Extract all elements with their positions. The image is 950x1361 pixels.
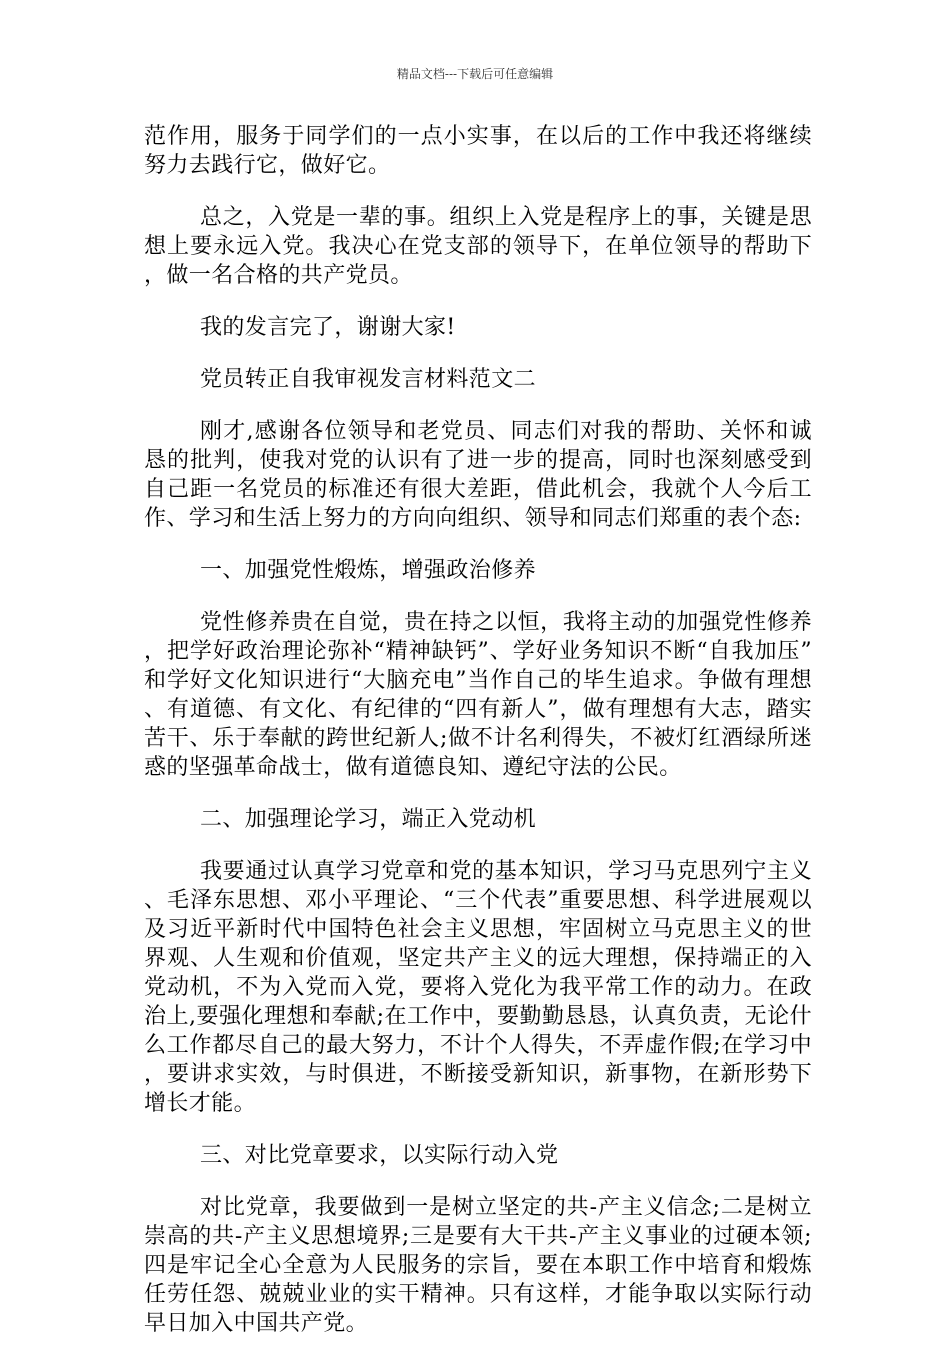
section-heading: 三、对比党章要求，以实际行动入党 bbox=[200, 1143, 559, 1168]
page-header: 精品文档---下载后可任意编辑 bbox=[396, 67, 554, 81]
paragraph: 范作用，服务于同学们的一点小实事，在以后的工作中我还将继续努力去践行它，做好它。 bbox=[144, 124, 812, 178]
section-heading: 一、加强党性煅炼，增强政治修养 bbox=[200, 558, 537, 583]
document-body bbox=[144, 122, 812, 1361]
paragraph: 党性修养贵在自觉，贵在持之以恒，我将主动的加强党性修养，把学好政治理论弥补“精神缺钙”、学好业务知识不断“自我加压”和学好文化知识进行“大脑充电”当作自己的毕生追求。争做有理想、有道德、有文化、有纪律的“四有新人”，做有理想有大志，踏实苦干、乐于奉献的跨世纪新人;做不计名利得失，不被灯红酒绿所迷惑的坚强革命战士，做有道德良知、遵纪守法的公民。 bbox=[144, 610, 812, 780]
paragraph: 对比党章，我要做到一是树立坚定的共-产主义信念;二是树立崇高的共-产主义思想境界;三是要有大干共-产主义事业的过硬本领;四是牢记全心全意为人民服务的宗旨，要在本职工作中培育和煅炼任劳任怨、兢兢业业的实干精神。只有这样，才能争取以实际行动早日加入中国共产党。 bbox=[144, 1195, 812, 1336]
paragraph: 刚才,感谢各位领导和老党员、同志们对我的帮助、关怀和诚恳的批判，使我对党的认识有了进一步的提高，同时也深刻感受到自己距一名党员的标准还有很大差距，借此机会，我就个人今后工作、学习和生活上努力的方向向组织、领导和同志们郑重的表个态: bbox=[144, 419, 812, 531]
paragraph: 总之，入党是一辈的事。组织上入党是程序上的事，关键是思想上要永远入党。我决心在党支部的领导下，在单位领导的帮助下，做一名合格的共产党员。 bbox=[144, 205, 812, 288]
paragraph: 我的发言完了，谢谢大家! bbox=[200, 315, 456, 340]
section-heading: 二、加强理论学习，端正入党动机 bbox=[200, 807, 537, 832]
paragraph: 我要通过认真学习党章和党的基本知识，学习马克思列宁主义、毛泽东思想、邓小平理论、“三个代表”重要思想、科学进展观以及习近平新时代中国特色社会主义思想，牢固树立马克思主义的世界观、人生观和价值观，坚定共产主义的远大理想，保持端正的入党动机，不为入党而入党，要将入党化为我平常工作的动力。在政治上,要强化理想和奉献;在工作中，要勤勤恳恳，认真负责，无论什么工作都尽自己的最大努力，不计个人得失，不弄虚作假;在学习中，要讲求实效，与时俱进，不断接受新知识，新事物，在新形势下增长才能。 bbox=[144, 859, 812, 1116]
section-title: 党员转正自我审视发言材料范文二 bbox=[200, 367, 537, 392]
